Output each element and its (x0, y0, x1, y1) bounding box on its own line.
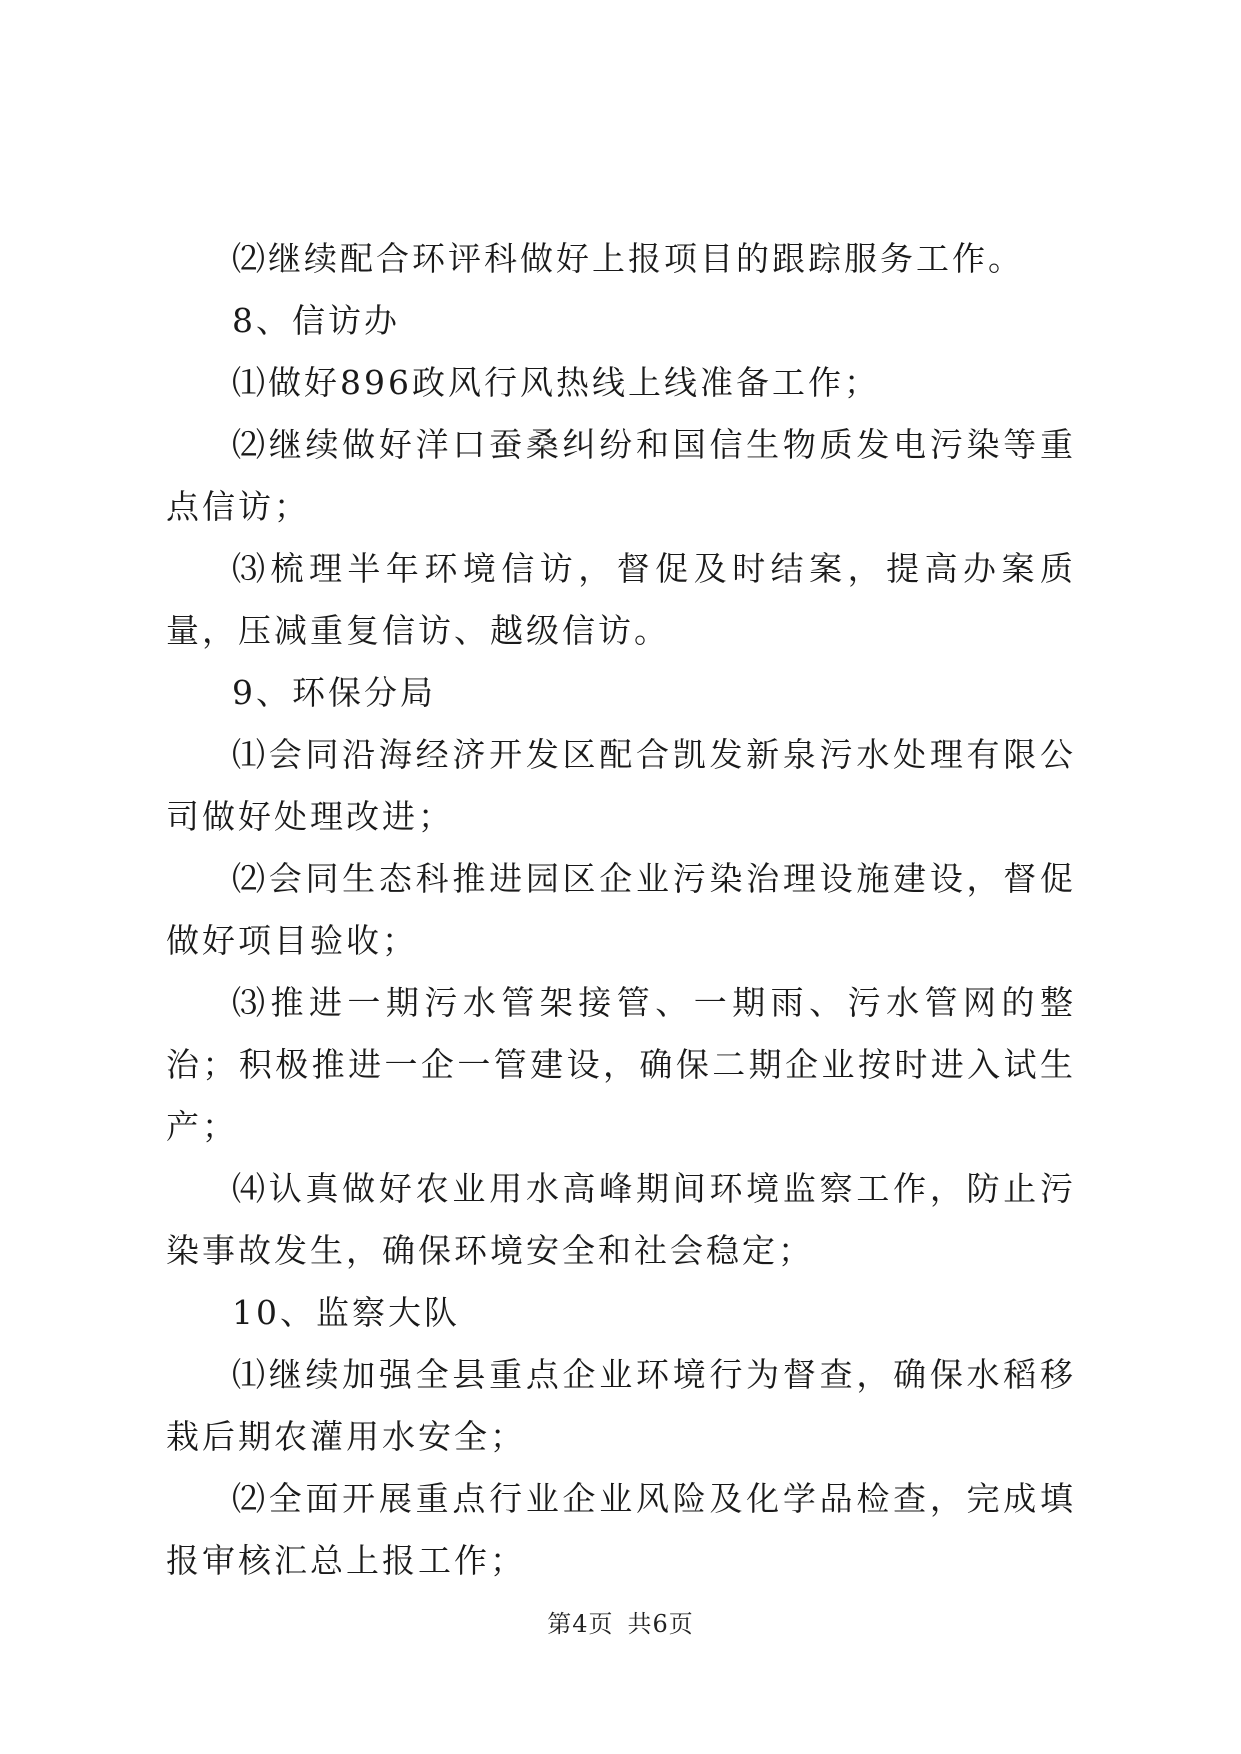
paragraph: ⑵继续配合环评科做好上报项目的跟踪服务工作。 (232, 239, 1024, 278)
paragraph: ⑴会同沿海经济开发区配合凯发新泉污水处理有限公司做好处理改进； (166, 735, 1076, 836)
page-total: 共6页 (627, 1610, 694, 1638)
paragraph: ⑴继续加强全县重点企业环境行为督查，确保水稻移栽后期农灌用水安全； (166, 1355, 1076, 1456)
section-heading-xinfangban: 8、信访办 (232, 301, 400, 340)
paragraph: ⑵会同生态科推进园区企业污染治理设施建设，督促做好项目验收； (166, 859, 1076, 960)
document-body (166, 228, 1076, 1592)
paragraph: ⑶梳理半年环境信访，督促及时结案，提高办案质量，压减重复信访、越级信访。 (166, 549, 1076, 650)
paragraph: ⑶推进一期污水管架接管、一期雨、污水管网的整治；积极推进一企一管建设，确保二期企业按时进入试生产； (166, 983, 1076, 1146)
page-footer (0, 1604, 1241, 1639)
paragraph: ⑵继续做好洋口蚕桑纠纷和国信生物质发电污染等重点信访； (166, 425, 1076, 526)
paragraph: ⑴做好896政风行风热线上线准备工作； (232, 363, 880, 402)
paragraph: ⑵全面开展重点行业企业风险及化学品检查，完成填报审核汇总上报工作； (166, 1479, 1076, 1580)
section-heading-jianchadadui: 10、监察大队 (232, 1293, 460, 1332)
section-heading-huanbaofenju: 9、环保分局 (232, 673, 436, 712)
page-number: 第4页 (547, 1610, 614, 1638)
paragraph: ⑷认真做好农业用水高峰期间环境监察工作，防止污染事故发生，确保环境安全和社会稳定； (166, 1169, 1076, 1270)
